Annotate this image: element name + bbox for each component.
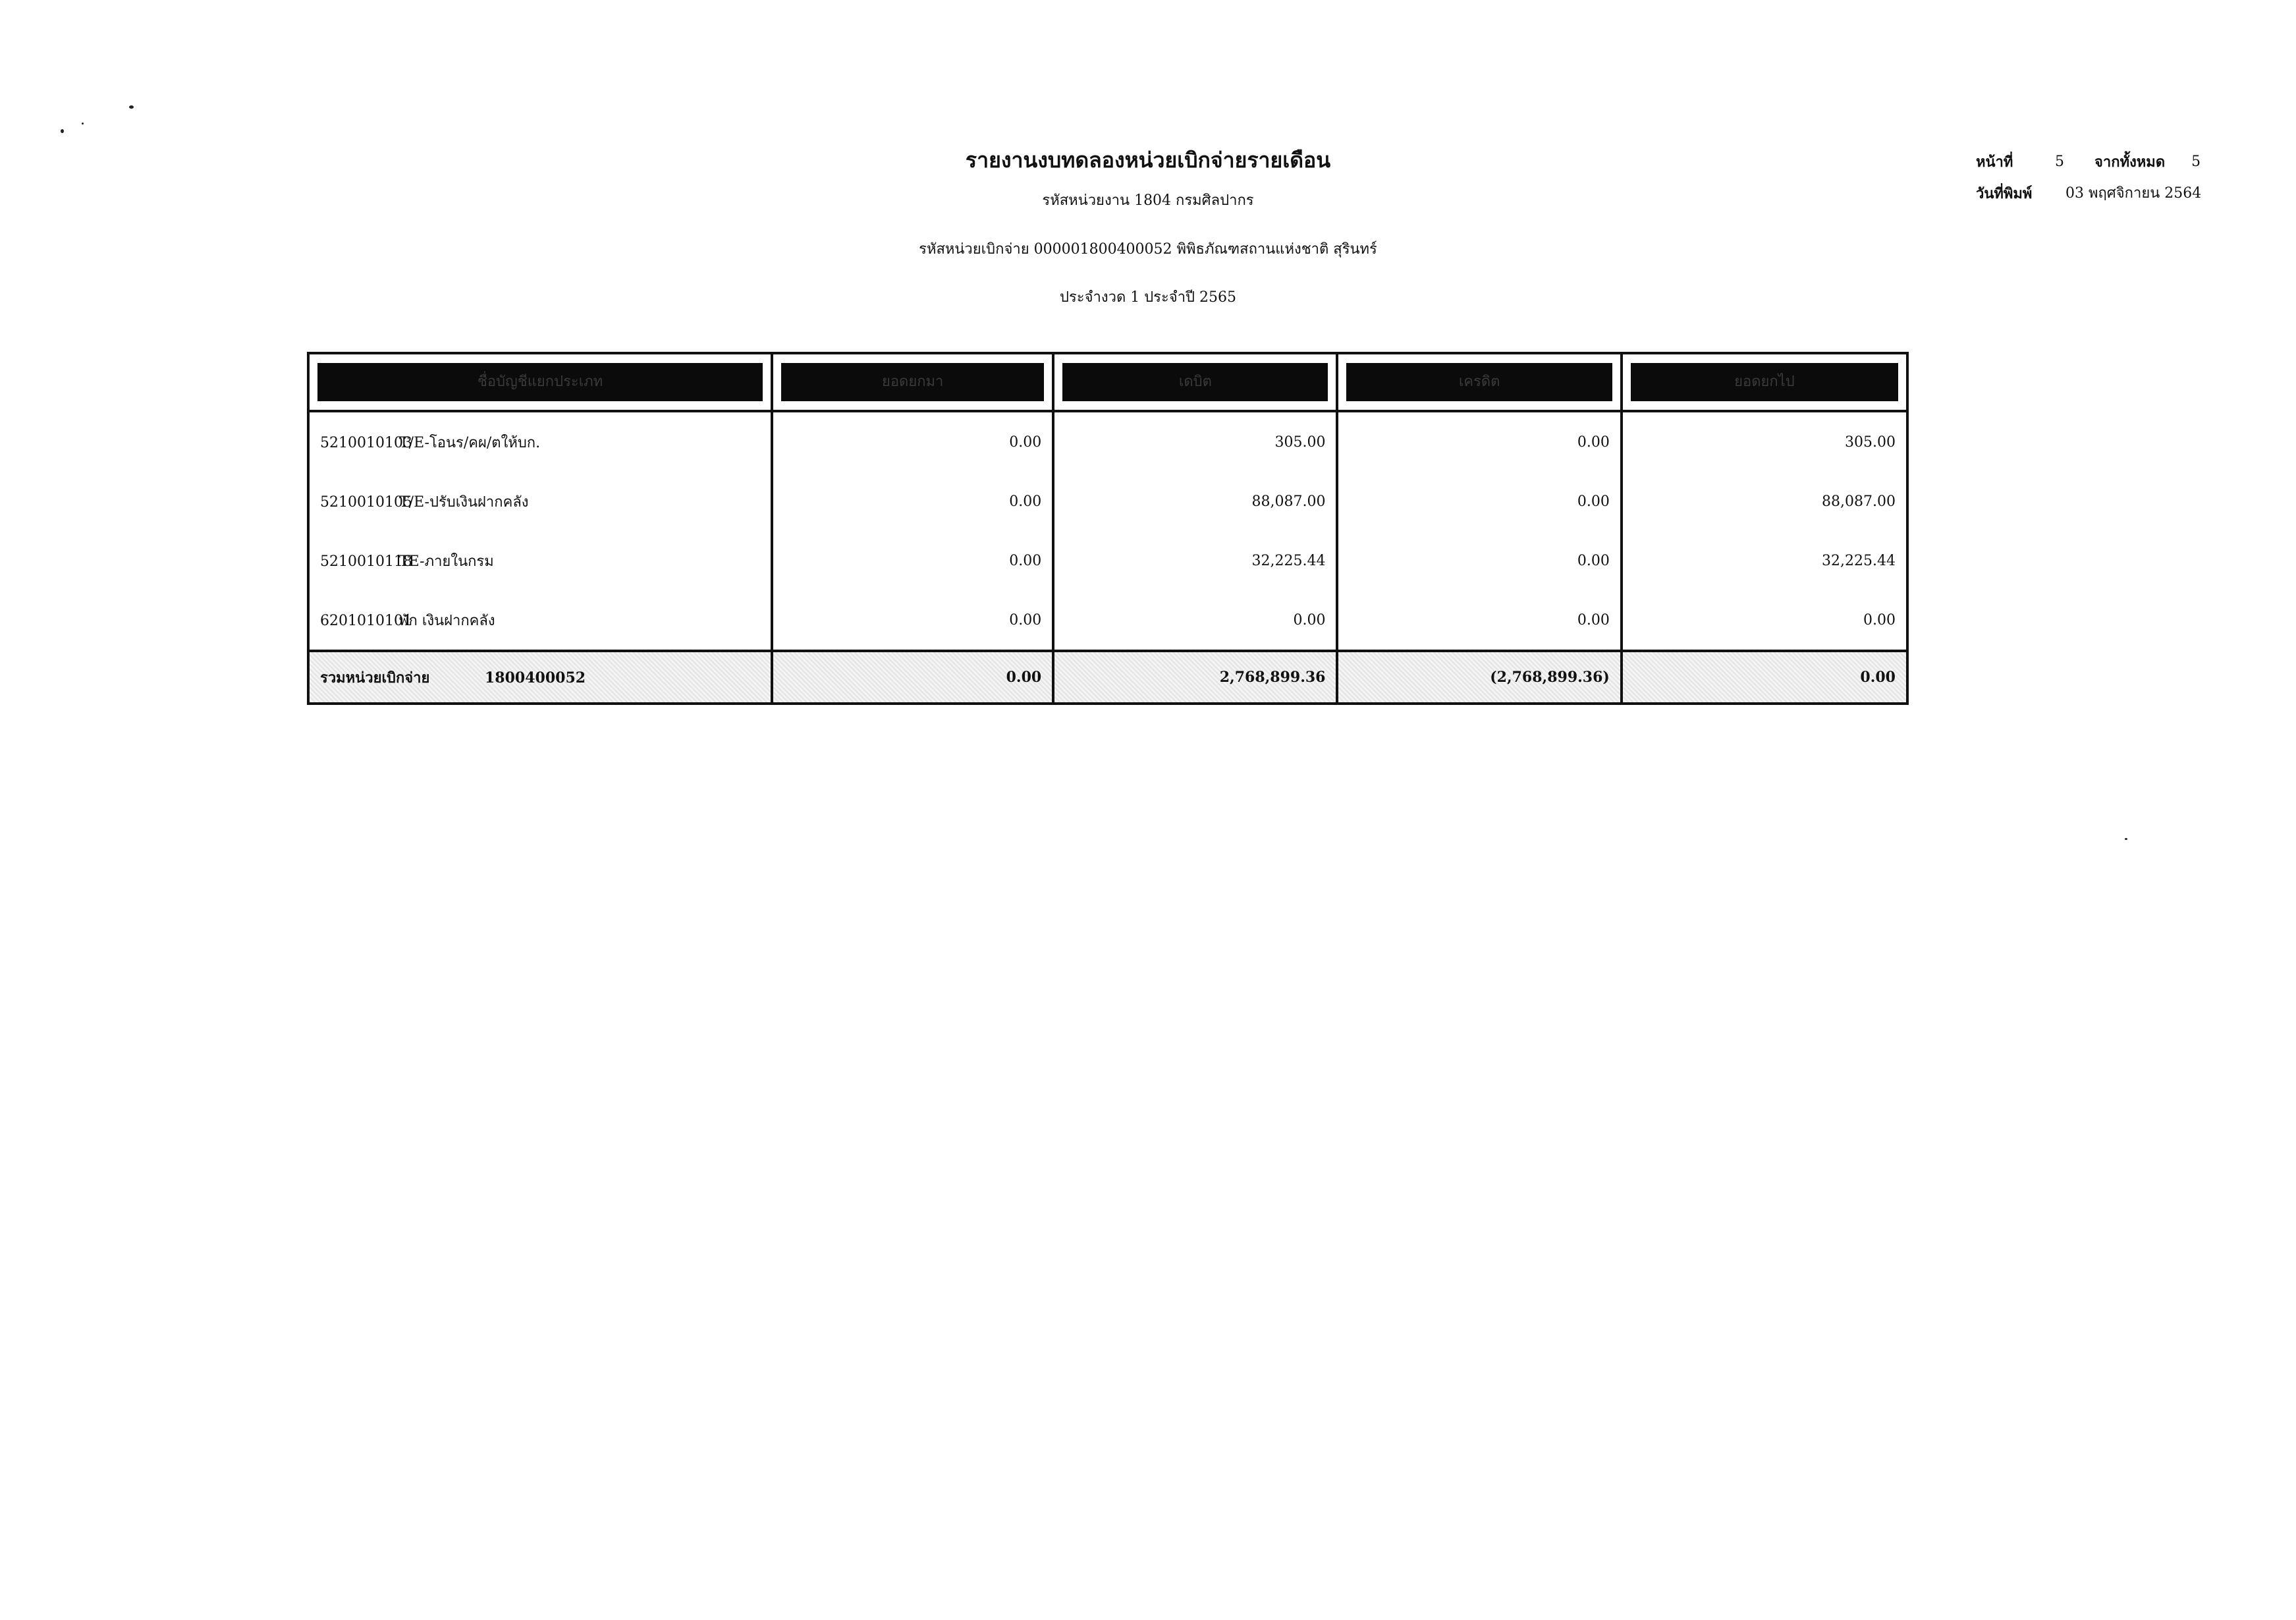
- opening-cell: 0.00: [772, 590, 1053, 651]
- page-label: หน้าที่: [1976, 154, 2013, 171]
- account-code: 5210010118: [320, 553, 412, 570]
- total-row: [308, 651, 1907, 704]
- total-debit-cell: 2,768,899.36: [1053, 651, 1337, 704]
- trial-balance-table: [307, 352, 1909, 705]
- total-closing-cell: 0.00: [1622, 651, 1907, 704]
- account-cell: [308, 590, 772, 651]
- page-number-row: [1976, 146, 2231, 178]
- opening-cell: 0.00: [772, 531, 1053, 590]
- page-info: [1976, 146, 2231, 209]
- closing-cell: 305.00: [1622, 411, 1907, 472]
- closing-cell: 0.00: [1622, 590, 1907, 651]
- account-code: 5210010105: [320, 493, 412, 511]
- debit-cell: 32,225.44: [1053, 531, 1337, 590]
- print-date-row: [1976, 178, 2231, 209]
- table-row: [308, 531, 1907, 590]
- header-closing-balance: [1622, 353, 1907, 411]
- header-debit: [1053, 353, 1337, 411]
- table-header-row: [308, 353, 1907, 411]
- account-name: T/E-ปรับเงินฝากคลัง: [399, 493, 529, 511]
- header-bar: เดบิต: [1062, 363, 1328, 401]
- total-pages: 5: [2191, 154, 2201, 170]
- account-name: พัก เงินฝากคลัง: [399, 612, 495, 629]
- period-line: ประจำงวด 1 ประจำปี 2565: [1060, 289, 1236, 306]
- account-cell: [308, 411, 772, 472]
- header-opening-balance: [772, 353, 1053, 411]
- account-name: T/E-โอนร/คผ/ตให้บก.: [399, 434, 541, 451]
- total-label: รวมหน่วยเบิกจ่าย: [320, 669, 430, 686]
- total-pages-label: จากทั้งหมด: [2094, 154, 2166, 171]
- print-date-label: วันที่พิมพ์: [1976, 185, 2033, 202]
- header-bar: ยอดยกมา: [781, 363, 1044, 401]
- debit-cell: 305.00: [1053, 411, 1337, 472]
- debit-cell: 0.00: [1053, 590, 1337, 651]
- account-cell: [308, 531, 772, 590]
- account-name: TE-ภายในกรม: [399, 553, 494, 570]
- table-row: [308, 411, 1907, 472]
- closing-cell: 88,087.00: [1622, 472, 1907, 531]
- report-title: รายงานงบทดลองหน่วยเบิกจ่ายรายเดือน: [965, 148, 1331, 173]
- table-row: [308, 472, 1907, 531]
- agency-line: รหัสหน่วยงาน 1804 กรมศิลปากร: [1042, 192, 1254, 209]
- print-date: 03 พฤศจิกายน 2564: [2065, 185, 2202, 202]
- total-unit-code: 1800400052: [485, 669, 586, 686]
- header-bar: ยอดยกไป: [1631, 363, 1898, 401]
- header-bar: ชื่อบัญชีแยกประเภท: [317, 363, 763, 401]
- account-code: 6201010101: [320, 612, 412, 629]
- opening-cell: 0.00: [772, 472, 1053, 531]
- total-opening-cell: 0.00: [772, 651, 1053, 704]
- closing-cell: 32,225.44: [1622, 531, 1907, 590]
- page-number: 5: [2055, 154, 2064, 170]
- total-credit-cell: (2,768,899.36): [1337, 651, 1621, 704]
- credit-cell: 0.00: [1337, 411, 1621, 472]
- credit-cell: 0.00: [1337, 531, 1621, 590]
- credit-cell: 0.00: [1337, 472, 1621, 531]
- header-account-name: [308, 353, 772, 411]
- credit-cell: 0.00: [1337, 590, 1621, 651]
- opening-cell: 0.00: [772, 411, 1053, 472]
- account-code: 5210010103: [320, 434, 412, 451]
- header-credit: [1337, 353, 1621, 411]
- disbursement-unit-line: รหัสหน่วยเบิกจ่าย 000001800400052 พิพิธภัณฑสถานแห่งชาติ สุรินทร์: [919, 241, 1377, 258]
- table-row: [308, 590, 1907, 651]
- debit-cell: 88,087.00: [1053, 472, 1337, 531]
- account-cell: [308, 472, 772, 531]
- header-bar: เครดิต: [1346, 363, 1612, 401]
- total-label-cell: [308, 651, 772, 704]
